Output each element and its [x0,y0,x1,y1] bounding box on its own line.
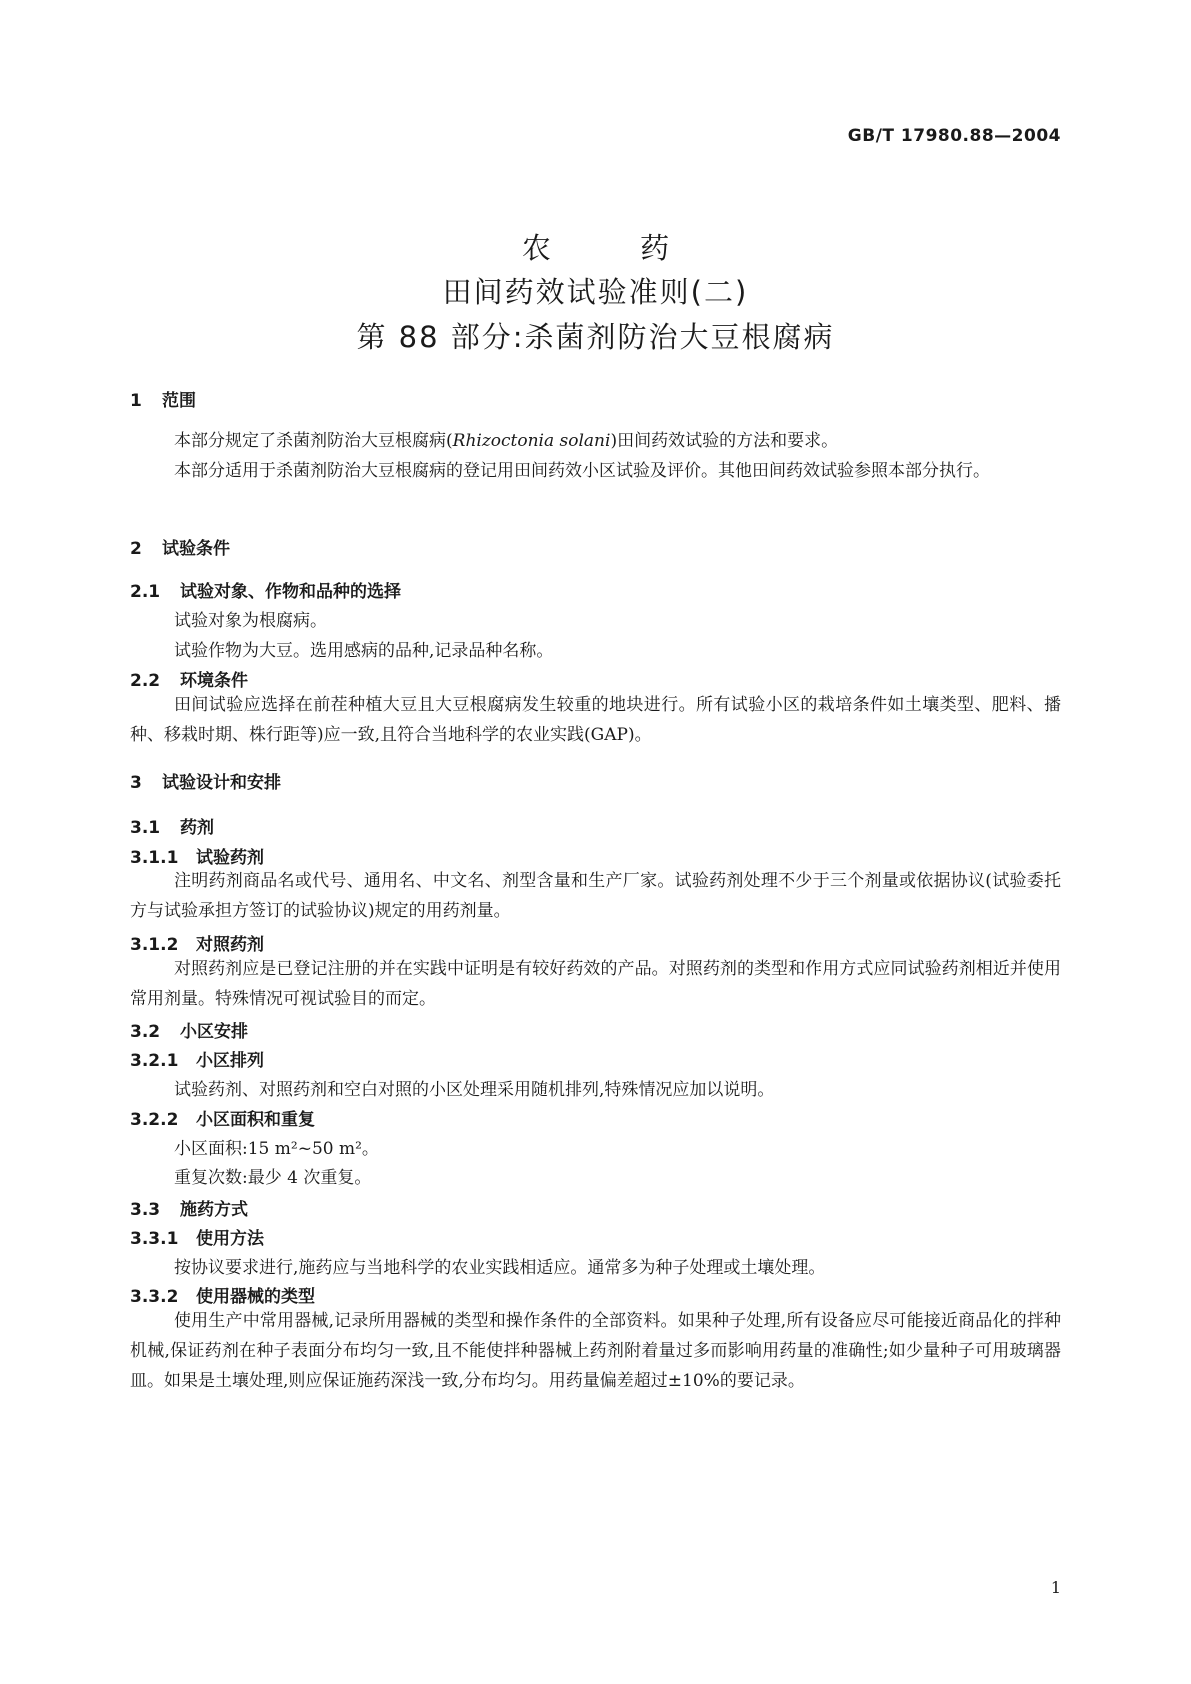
section-title: 使用器械的类型 [196,1287,315,1307]
section-title: 小区排列 [196,1051,264,1071]
section-number: 3.3.1 [130,1229,179,1249]
section-number: 3.1.2 [130,935,179,955]
section-3-2-heading [130,1017,248,1042]
document-code: GB/T 17980.88—2004 [847,126,1061,146]
section-title: 试验设计和安排 [162,773,281,793]
section-title: 小区安排 [180,1022,248,1042]
title-line-3: 第 88 部分:杀菌剂防治大豆根腐病 [356,320,835,354]
section-3-2-1-heading [130,1046,264,1071]
section-title: 范围 [162,391,196,411]
section-number: 3 [130,773,142,793]
section-number: 3.1 [130,818,161,838]
section-title: 试验条件 [162,539,230,559]
section-1-paragraph-2: 本部分适用于杀菌剂防治大豆根腐病的登记用田间药效小区试验及评价。其他田间药效试验参照本部分执行。 [174,461,990,481]
text-line: 按协议要求进行,施药应与当地科学的农业实践相适应。通常多为种子处理或土壤处理。 [174,1258,826,1278]
page-number: 1 [1050,1578,1061,1597]
section-title: 对照药剂 [196,935,264,955]
section-number: 3.2 [130,1022,161,1042]
section-3-1-heading [130,813,214,838]
section-3-heading [130,768,281,793]
section-3-3-2-heading [130,1282,315,1307]
text-line: 试验药剂、对照药剂和空白对照的小区处理采用随机排列,特殊情况应加以说明。 [174,1080,775,1100]
section-number: 3.2.1 [130,1051,179,1071]
latin-name: Rhizoctonia solani [452,431,611,451]
section-number: 2.2 [130,671,161,691]
section-number: 1 [130,391,142,411]
section-1-paragraph-1 [130,426,1061,456]
section-3-1-2-heading [130,930,264,955]
text-line: 重复次数:最少 4 次重复。 [174,1168,372,1188]
paragraph-text: 本部分规定了杀菌剂防治大豆根腐病( [174,431,453,451]
section-2-1-heading [130,577,401,602]
title-line-2: 田间药效试验准则(二) [442,275,749,309]
section-number: 3.2.2 [130,1110,179,1130]
section-3-1-1-heading [130,843,264,868]
section-2-2-paragraph: 田间试验应选择在前茬种植大豆且大豆根腐病发生较重的地块进行。所有试验小区的栽培条件如土壤类型、肥料、播种、移栽时期、株行距等)应一致,且符合当地科学的农业实践(GAP)。 [130,695,1061,745]
section-3-3-2-paragraph: 使用生产中常用器械,记录所用器械的类型和操作条件的全部资料。如果种子处理,所有设备应尽可能接近商品化的拌种机械,保证药剂在种子表面分布均匀一致,且不能使拌种器械上药剂附着量过多而影响用药量的准确性;如少量种子可用玻璃器皿。如果是土壤处理,则应保证施药深浅一致,分布均匀。用药量偏差超过±10%的要记录。 [130,1311,1061,1391]
title-line-1: 农 药 [521,231,710,265]
text-line: 试验对象为根腐病。 [174,611,327,631]
section-number: 2.1 [130,582,161,602]
section-3-1-2-paragraph: 对照药剂应是已登记注册的并在实践中证明是有较好药效的产品。对照药剂的类型和作用方式应同试验药剂相近并使用常用剂量。特殊情况可视试验目的而定。 [130,959,1061,1009]
section-title: 试验药剂 [196,848,264,868]
text-line: 试验作物为大豆。选用感病的品种,记录品种名称。 [174,641,554,661]
section-3-2-2-heading [130,1105,315,1130]
section-number: 3.3.2 [130,1287,179,1307]
section-title: 小区面积和重复 [196,1110,315,1130]
section-1-heading [130,386,196,411]
text-line: 小区面积:15 m²~50 m²。 [174,1139,379,1159]
section-2-2-heading [130,666,248,691]
section-title: 施药方式 [180,1200,248,1220]
section-title: 药剂 [180,818,214,838]
section-3-1-1-paragraph: 注明药剂商品名或代号、通用名、中文名、剂型含量和生产厂家。试验药剂处理不少于三个剂量或依据协议(试验委托方与试验承担方签订的试验协议)规定的用药剂量。 [130,871,1061,921]
section-2-heading [130,534,230,559]
section-title: 环境条件 [180,671,248,691]
section-title: 试验对象、作物和品种的选择 [180,582,401,602]
section-number: 3.1.1 [130,848,179,868]
section-number: 3.3 [130,1200,161,1220]
section-3-3-1-heading [130,1224,264,1249]
section-number: 2 [130,539,142,559]
section-title: 使用方法 [196,1229,264,1249]
paragraph-text: )田间药效试验的方法和要求。 [610,431,839,451]
section-3-3-heading [130,1195,248,1220]
